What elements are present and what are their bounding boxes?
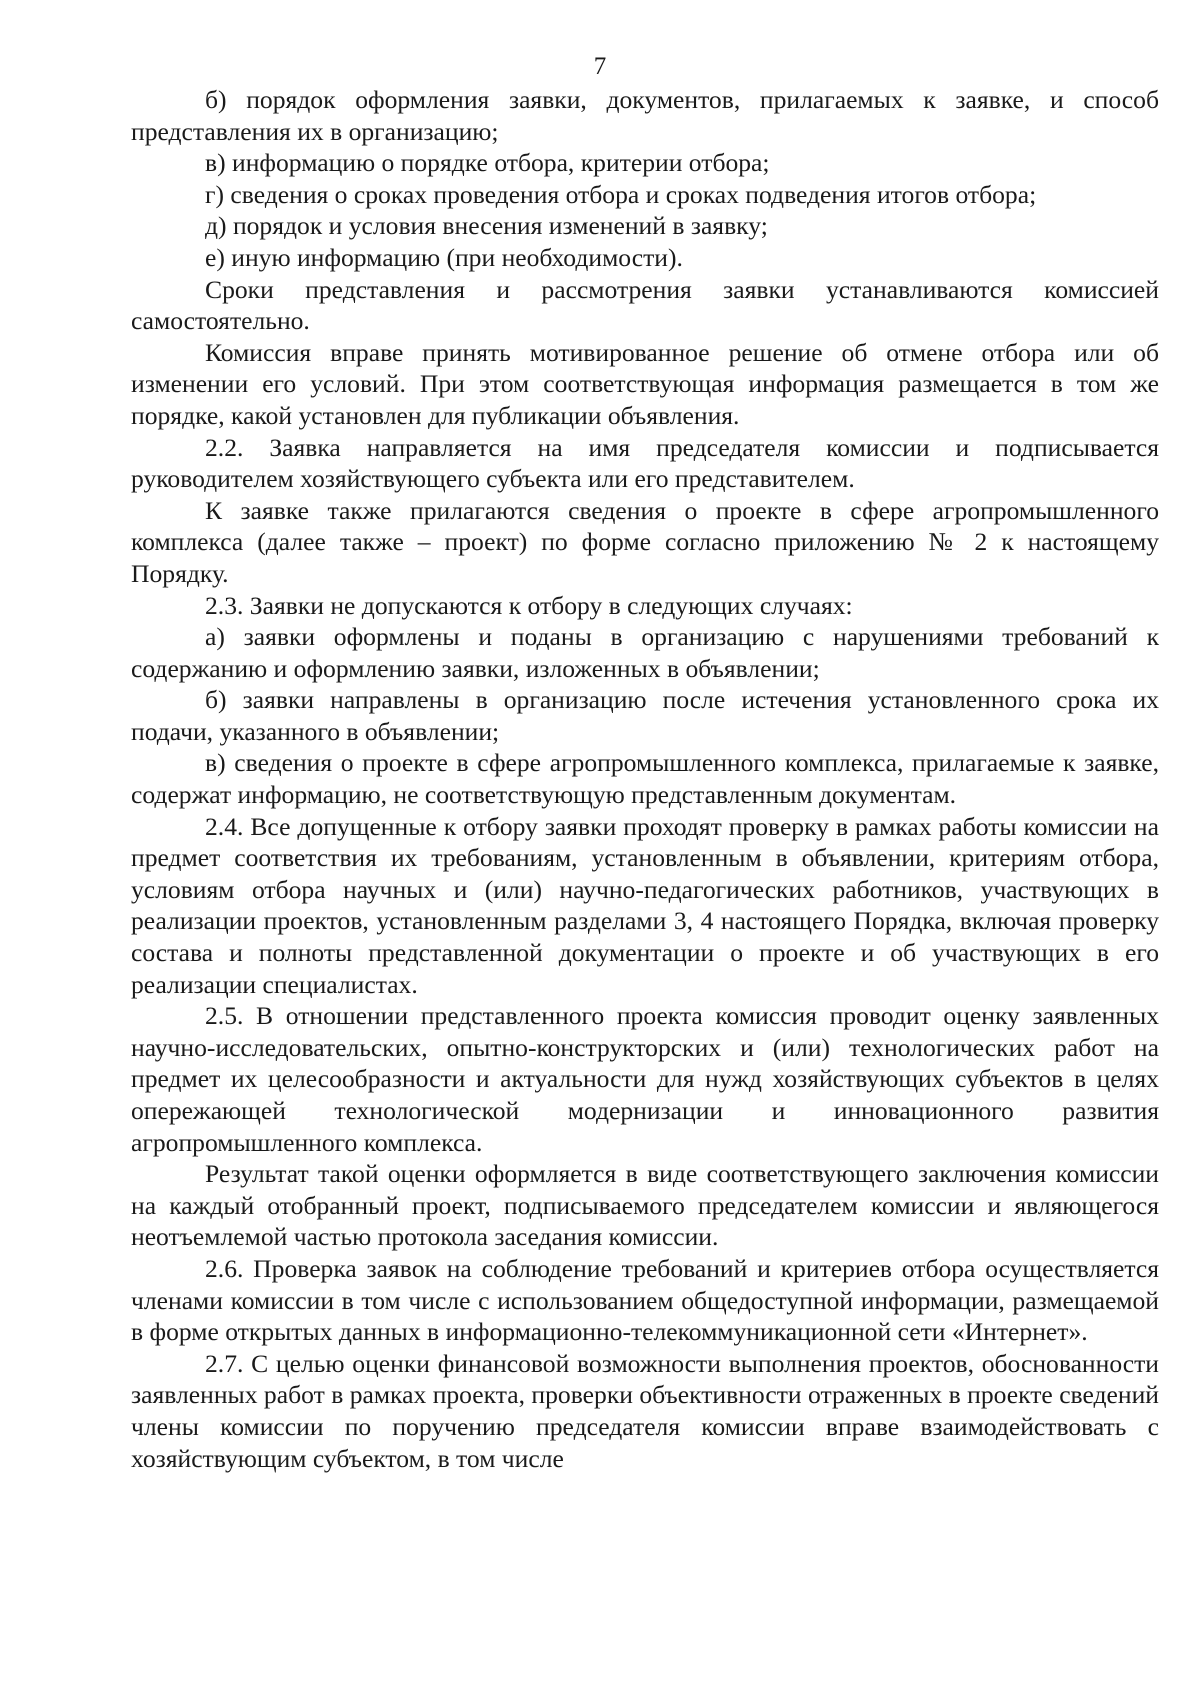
paragraph-v-selection-info: в) информацию о порядке отбора, критерии отбора; <box>205 148 770 178</box>
paragraph-2-4: 2.4. Все допущенные к отбору заявки проходят проверку в рамках работы комиссии на предмет соответствия их требованиям, установленным в объявлении, критериям отбора, условиям отбора научных и (или) научно-педагогических работников, участвующих в реализации проектов, установленным разделами 3, 4 настоящего Порядка, включая проверку состава и полноты представленной документации о проекте и об участвующих в его реализации специалистах. <box>131 811 1159 999</box>
paragraph-2-6: 2.6. Проверка заявок на соблюдение требований и критериев отбора осуществляется членами комиссии в том числе с использованием общедоступной информации, размещаемой в форме открытых данных в информационно-телекоммуникационной сети «Интернет». <box>131 1253 1159 1347</box>
paragraph-g-deadlines: г) сведения о сроках проведения отбора и сроках подведения итогов отбора; <box>205 179 1037 209</box>
paragraph-2-3-v: в) сведения о проекте в сфере агропромышленного комплекса, прилагаемые к заявке, содержат информацию, не соответствующую представленным документам. <box>131 748 1159 810</box>
paragraph-d-changes: д) порядок и условия внесения изменений в заявку; <box>205 211 768 241</box>
paragraph-2-3-a: а) заявки оформлены и поданы в организацию с нарушениями требований к содержанию и оформлению заявки, изложенных в объявлении; <box>131 622 1159 683</box>
document-body <box>131 84 1159 1474</box>
paragraph-evaluation-result: Результат такой оценки оформляется в виде соответствующего заключения комиссии на каждый отобранный проект, подписываемого председателем комиссии и являющегося неотъемлемой частью протокола заседания комиссии. <box>131 1159 1159 1252</box>
paragraph-2-3-b: б) заявки направлены в организацию после истечения установленного срока их подачи, указанного в объявлении; <box>131 685 1159 746</box>
paragraph-2-3: 2.3. Заявки не допускаются к отбору в следующих случаях: <box>205 590 853 620</box>
paragraph-2-2: 2.2. Заявка направляется на имя председателя комиссии и подписывается руководителем хозяйствующего субъекта или его представителем. <box>131 432 1159 494</box>
paragraph-2-5: 2.5. В отношении представленного проекта комиссия проводит оценку заявленных научно-исследовательских, опытно-конструкторских и (или) технологических работ на предмет их целесообразности и актуальности для нужд хозяйствующих субъектов в целях опережающей технологической модернизации и инновационного развития агропромышленного комплекса. <box>131 1001 1159 1157</box>
paragraph-2-7: 2.7. С целью оценки финансовой возможности выполнения проектов, обоснованности заявленных работ в рамках проекта, проверки объективности отраженных в проекте сведений члены комиссии по поручению председателя комиссии вправе взаимодействовать с хозяйствующим субъектом, в том числе <box>131 1348 1159 1473</box>
paragraph-cancellation: Комиссия вправе принять мотивированное решение об отмене отбора или об изменении его условий. При этом соответствующая информация размещается в том же порядке, какой установлен для публикации объявления. <box>131 337 1159 430</box>
paragraph-e-other-info: е) иную информацию (при необходимости). <box>205 242 683 272</box>
paragraph-deadlines-commission: Сроки представления и рассмотрения заявки устанавливаются комиссией самостоятельно. <box>131 274 1159 336</box>
page-number: 7 <box>593 53 607 80</box>
paragraph-b-order: б) порядок оформления заявки, документов, прилагаемых к заявке, и способ представления их в организацию; <box>131 85 1159 146</box>
paragraph-project-info: К заявке также прилагаются сведения о проекте в сфере агропромышленного комплекса (далее также – проект) по форме согласно приложению № 2 к настоящему Порядку. <box>131 495 1159 588</box>
